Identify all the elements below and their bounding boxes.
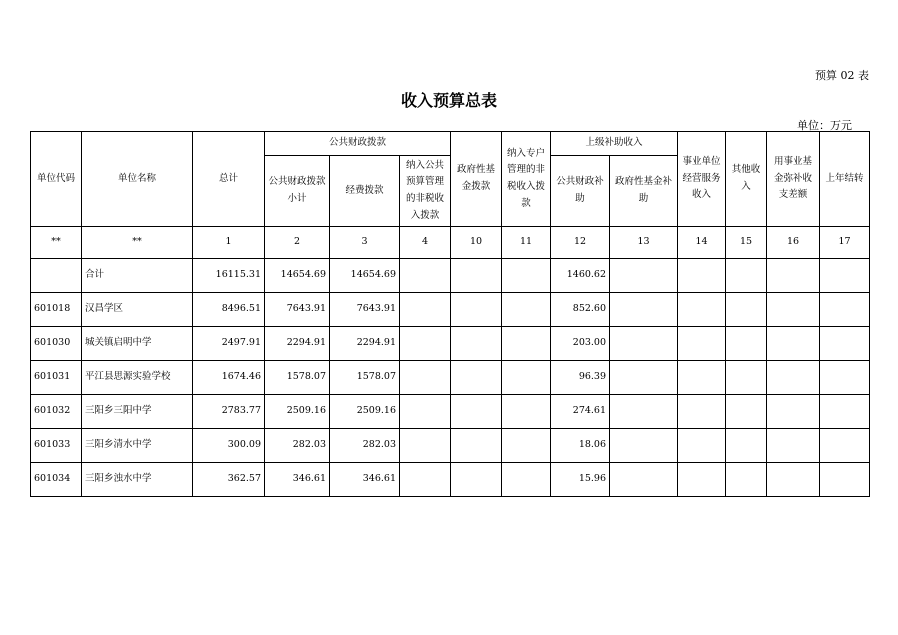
total-cell: 300.09: [193, 429, 265, 463]
subsidy-cell: 18.06: [551, 429, 610, 463]
header-public-finance-subtotal: 公共财政拨款小计: [265, 156, 330, 227]
index-cell: 14: [678, 227, 726, 259]
total-label: 合计: [82, 259, 193, 293]
empty-cell: [726, 429, 767, 463]
index-cell: 12: [551, 227, 610, 259]
unit-label: 单位：万元: [797, 119, 852, 132]
empty-cell: [451, 293, 502, 327]
unit-name-cell: 三阳乡三阳中学: [82, 395, 193, 429]
expense-cell: 2294.91: [330, 327, 400, 361]
total-cell: 2783.77: [193, 395, 265, 429]
empty-cell: [767, 361, 820, 395]
total-cell: 8496.51: [193, 293, 265, 327]
empty-cell: [820, 395, 870, 429]
empty-cell: [400, 327, 451, 361]
header-total: 总计: [193, 132, 265, 227]
empty-cell: [678, 429, 726, 463]
header-nontax-into-public: 纳入公共预算管理的非税收入拨款: [400, 156, 451, 227]
index-cell: 10: [451, 227, 502, 259]
header-fund-deficit: 用事业基金弥补收支差额: [767, 132, 820, 227]
unit-name-cell: 汉昌学区: [82, 293, 193, 327]
empty-cell: [726, 395, 767, 429]
unit-name-cell: 三阳乡浊水中学: [82, 463, 193, 497]
total-cell: 2497.91: [193, 327, 265, 361]
empty-cell: [400, 293, 451, 327]
expense-cell: 7643.91: [330, 293, 400, 327]
subtotal-cell: 346.61: [265, 463, 330, 497]
empty-cell: [502, 463, 551, 497]
empty-cell: [451, 361, 502, 395]
table-row: [31, 429, 870, 463]
unit-name-cell: 平江县思源实验学校: [82, 361, 193, 395]
index-cell: 2: [265, 227, 330, 259]
empty-cell: [610, 395, 678, 429]
empty-cell: [502, 429, 551, 463]
header-expense-appropriation: 经费拨款: [330, 156, 400, 227]
empty-cell: [726, 327, 767, 361]
unit-code-cell: 601018: [31, 293, 82, 327]
expense-cell: 346.61: [330, 463, 400, 497]
subtotal-cell: 2294.91: [265, 327, 330, 361]
subtotal-cell: 282.03: [265, 429, 330, 463]
total-subsidy-cell: 1460.62: [551, 259, 610, 293]
empty-cell: [767, 395, 820, 429]
empty-cell: [767, 293, 820, 327]
empty-cell: [451, 463, 502, 497]
subsidy-cell: 274.61: [551, 395, 610, 429]
total-cell: 362.57: [193, 463, 265, 497]
empty-cell: [610, 361, 678, 395]
empty-cell: [678, 293, 726, 327]
total-subtotal-cell: 14654.69: [265, 259, 330, 293]
table-row: [31, 327, 870, 361]
total-cell: 1674.46: [193, 361, 265, 395]
subsidy-cell: 15.96: [551, 463, 610, 497]
subsidy-cell: 852.60: [551, 293, 610, 327]
subsidy-cell: 203.00: [551, 327, 610, 361]
empty-cell: [726, 293, 767, 327]
table-row: [31, 395, 870, 429]
empty-cell: [400, 395, 451, 429]
unit-name-cell: 三阳乡清水中学: [82, 429, 193, 463]
header-unit-name: 单位名称: [82, 132, 193, 227]
empty-cell: [400, 463, 451, 497]
unit-code-cell: 601033: [31, 429, 82, 463]
header-superior-public-finance: 公共财政补助: [551, 156, 610, 227]
empty-cell: [678, 395, 726, 429]
header-gov-fund: 政府性基金拨款: [451, 132, 502, 227]
index-cell: 13: [610, 227, 678, 259]
empty-cell: [820, 327, 870, 361]
empty-cell: [502, 293, 551, 327]
empty-cell: [502, 361, 551, 395]
expense-cell: 2509.16: [330, 395, 400, 429]
subsidy-cell: 96.39: [551, 361, 610, 395]
index-cell: **: [82, 227, 193, 259]
unit-code-cell: 601031: [31, 361, 82, 395]
header-superior-subsidy: 上级补助收入: [551, 132, 678, 156]
empty-cell: [820, 361, 870, 395]
subtotal-cell: 1578.07: [265, 361, 330, 395]
empty-cell: [451, 395, 502, 429]
empty-cell: [610, 327, 678, 361]
empty-cell: [451, 429, 502, 463]
empty-cell: [767, 429, 820, 463]
index-cell: 17: [820, 227, 870, 259]
empty-cell: [678, 463, 726, 497]
header-carryover: 上年结转: [820, 132, 870, 227]
header-superior-gov-fund: 政府性基金补助: [610, 156, 678, 227]
table-row: [31, 293, 870, 327]
page-title: 收入预算总表: [400, 91, 497, 110]
index-cell: 4: [400, 227, 451, 259]
unit-code-cell: 601034: [31, 463, 82, 497]
unit-code-cell: 601032: [31, 395, 82, 429]
empty-cell: [820, 429, 870, 463]
empty-cell: [820, 463, 870, 497]
empty-cell: [610, 293, 678, 327]
index-cell: **: [31, 227, 82, 259]
subtotal-cell: 7643.91: [265, 293, 330, 327]
empty-cell: [502, 395, 551, 429]
header-unit-code: 单位代码: [31, 132, 82, 227]
form-number: 预算 02 表: [815, 69, 869, 82]
header-public-finance: 公共财政拨款: [265, 132, 451, 156]
index-cell: 16: [767, 227, 820, 259]
header-other-income: 其他收入: [726, 132, 767, 227]
index-row: [31, 227, 870, 259]
empty-cell: [767, 463, 820, 497]
empty-cell: [502, 327, 551, 361]
income-budget-table: [30, 131, 870, 497]
empty-cell: [610, 429, 678, 463]
empty-cell: [610, 463, 678, 497]
total-row: [31, 259, 870, 293]
expense-cell: 1578.07: [330, 361, 400, 395]
index-cell: 15: [726, 227, 767, 259]
table-row: [31, 361, 870, 395]
empty-cell: [726, 361, 767, 395]
empty-cell: [400, 361, 451, 395]
total-expense-cell: 14654.69: [330, 259, 400, 293]
empty-cell: [726, 463, 767, 497]
subtotal-cell: 2509.16: [265, 395, 330, 429]
empty-cell: [678, 361, 726, 395]
index-cell: 3: [330, 227, 400, 259]
empty-cell: [767, 327, 820, 361]
empty-cell: [820, 293, 870, 327]
index-cell: 1: [193, 227, 265, 259]
total-cell: 16115.31: [193, 259, 265, 293]
header-business-income: 事业单位经营服务收入: [678, 132, 726, 227]
unit-name-cell: 城关镇启明中学: [82, 327, 193, 361]
header-nontax-special: 纳入专户管理的非税收入拨款: [502, 132, 551, 227]
index-cell: 11: [502, 227, 551, 259]
empty-cell: [451, 327, 502, 361]
empty-cell: [678, 327, 726, 361]
unit-code-cell: 601030: [31, 327, 82, 361]
empty-cell: [400, 429, 451, 463]
table-row: [31, 463, 870, 497]
expense-cell: 282.03: [330, 429, 400, 463]
